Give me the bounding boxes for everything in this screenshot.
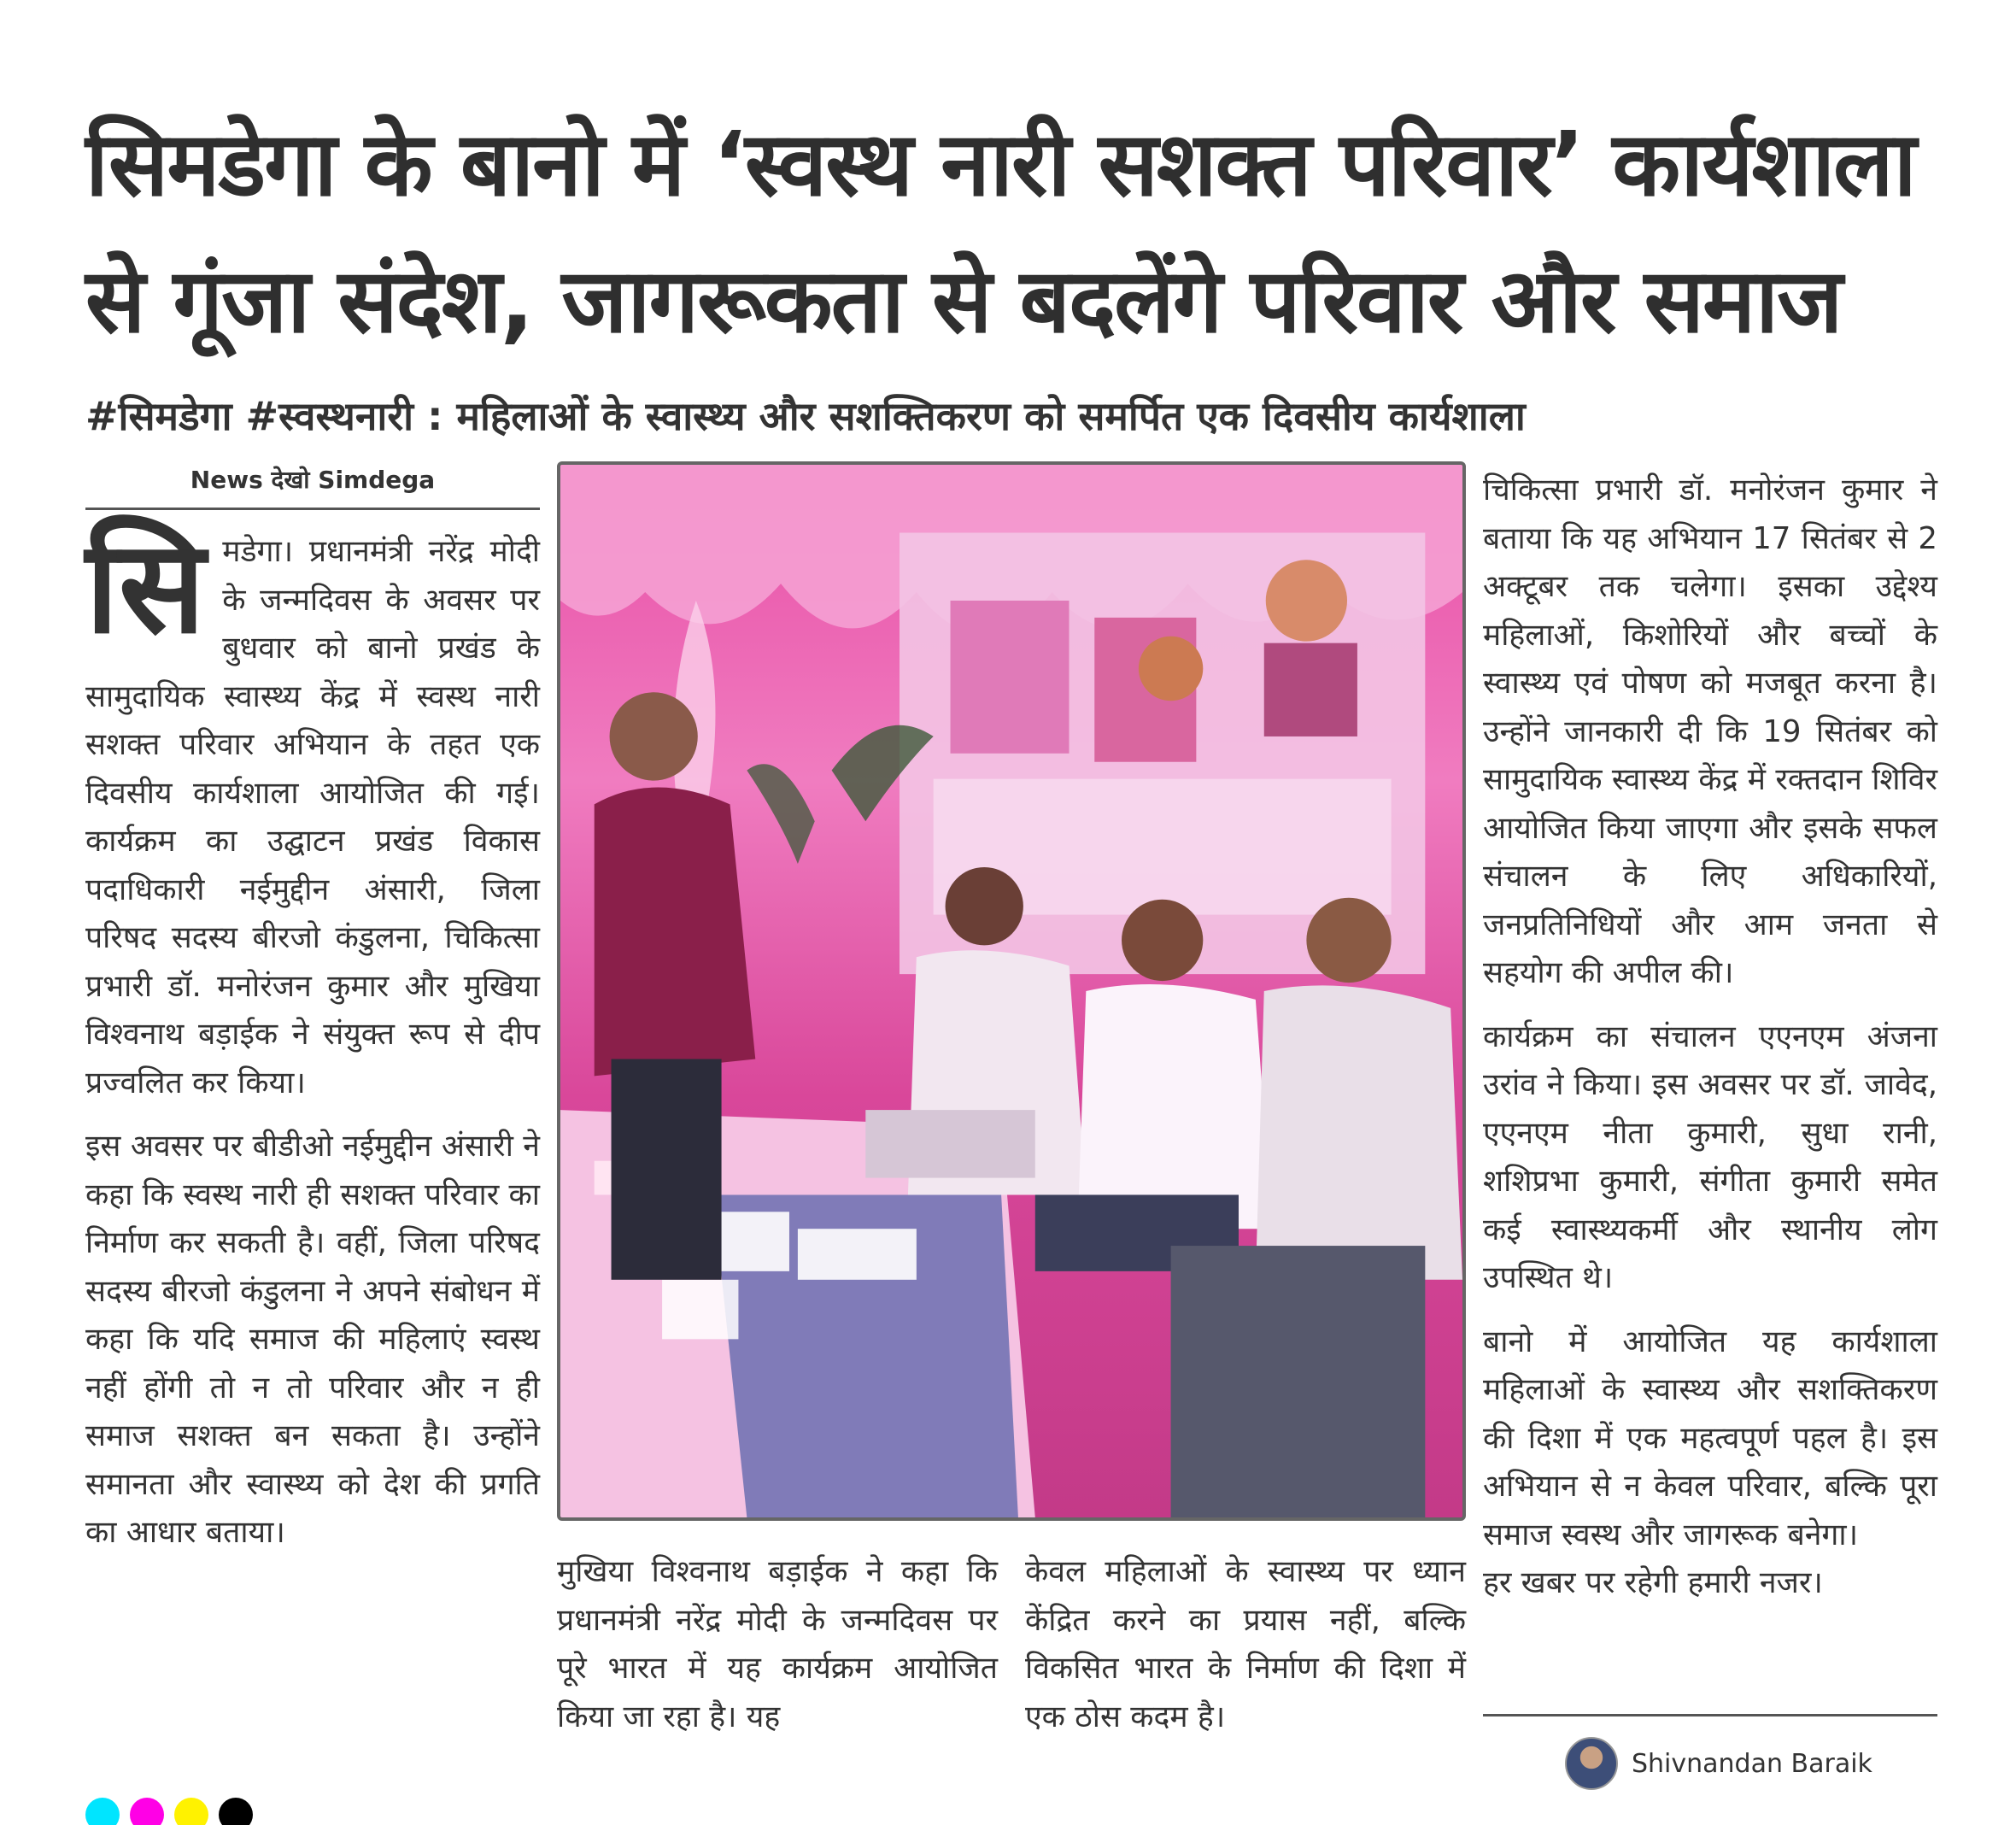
cyan-dot bbox=[85, 1798, 120, 1825]
article-paragraph-5 bbox=[1483, 1318, 1937, 1560]
avatar bbox=[1565, 1737, 1618, 1790]
dropcap: सि bbox=[85, 513, 206, 662]
author-credit bbox=[1565, 1736, 1872, 1791]
black-dot bbox=[219, 1798, 253, 1825]
article-paragraph-4: कार्यक्रम का संचालन एएनएम अंजना उरांव ने किया। इस अवसर पर डॉ. जावेद, एएनएम नीता कुमारी, सुधा रानी, शशिप्रभा कुमारी, संगीता कुमारी समेत कई स्वास्थ्यकर्मी और स्थानीय लोग उपस्थित थे। bbox=[1483, 1018, 1937, 1295]
headline-line-1: सिमडेगा के बानो में ‘स्वस्थ नारी सशक्त परिवार’ कार्यशाला bbox=[85, 112, 1915, 216]
paragraph-text: मडेगा। प्रधानमंत्री नरेंद्र मोदी के जन्मदिवस के अवसर पर बुधवार को बानो प्रखंड के सामुदायिक स्वास्थ्य केंद्र में स्वस्थ नारी सशक्त परिवार अभियान के तहत एक दिवसीय कार्यशाला आयोजित की गई। कार्यक्रम का उद्घाटन प्रखंड विकास पदाधिकारी नईमुद्दीन अंसारी, जिला परिषद सदस्य बीरजो कंडुलना, चिकित्सा प्रभारी डॉ. मनोरंजन कुमार और मुखिया विश्वनाथ बड़ाईक ने संयुक्त रूप से दीप प्रज्वलित कर किया। bbox=[85, 534, 540, 1100]
caption-left: मुखिया विश्वनाथ बड़ाईक ने कहा कि प्रधानमंत्री नरेंद्र मोदी के जन्मदिवस पर पूरे भारत में यह कार्यक्रम आयोजित किया जा रहा है। यह bbox=[557, 1554, 998, 1734]
event-photo bbox=[557, 461, 1466, 1521]
article-paragraph-1 bbox=[85, 513, 540, 1107]
headline bbox=[85, 96, 1948, 369]
end-rule bbox=[1483, 1714, 1937, 1716]
event-photo-illustration bbox=[560, 465, 1462, 1517]
article-left-column bbox=[85, 513, 540, 1573]
closing-line: हर खबर पर रहेगी हमारी नजर। bbox=[1483, 1565, 1823, 1600]
headline-line-2: से गूंजा संदेश, जागरूकता से बदलेंगे परिवार और समाज bbox=[85, 249, 1842, 353]
print-color-marks bbox=[85, 1798, 253, 1825]
subheadline: #सिमडेगा #स्वस्थनारी : महिलाओं के स्वास्थ्य और सशक्तिकरण को समर्पित एक दिवसीय कार्यशाला bbox=[85, 393, 1526, 439]
yellow-dot bbox=[174, 1798, 208, 1825]
article-paragraph-3: चिकित्सा प्रभारी डॉ. मनोरंजन कुमार ने बताया कि यह अभियान 17 सितंबर से 2 अक्टूबर तक चलेगा। इसका उद्देश्य महिलाओं, किशोरियों और बच्चों के स्वास्थ्य एवं पोषण को मजबूत करना है। उन्होंने जानकारी दी कि 19 सितंबर को सामुदायिक स्वास्थ्य केंद्र में रक्तदान शिविर आयोजित किया जाएगा और इसके सफल संचालन के लिए अधिकारियों, जनप्रतिनिधियों और आम जनता से सहयोग की अपील की। bbox=[1483, 472, 1937, 990]
author-name: Shivnandan Baraik bbox=[1632, 1748, 1872, 1779]
byline: News देखो Simdega bbox=[85, 463, 540, 510]
article-right-column bbox=[1483, 467, 1937, 1623]
paragraph-text: बानो में आयोजित यह कार्यशाला महिलाओं के स्वास्थ्य और सशक्तिकरण की दिशा में एक महत्वपूर्ण पहल है। इस अभियान से न केवल परिवार, बल्कि पूरा समाज स्वस्थ और जागरूक बनेगा। bbox=[1483, 1323, 1937, 1552]
article-paragraph-2: इस अवसर पर बीडीओ नईमुद्दीन अंसारी ने कहा कि स्वस्थ नारी ही सशक्त परिवार का निर्माण कर सकती है। वहीं, जिला परिषद सदस्य बीरजो कंडुलना ने अपने संबोधन में कहा कि यदि समाज की महिलाएं स्वस्थ नहीं होंगी तो न तो परिवार और न ही समाज सशक्त बन सकता है। उन्होंने समानता और स्वास्थ्य को देश की प्रगति का आधार बताया। bbox=[85, 1129, 540, 1550]
magenta-dot bbox=[130, 1798, 164, 1825]
caption-right: केवल महिलाओं के स्वास्थ्य पर ध्यान केंद्रित करने का प्रयास नहीं, बल्कि विकसित भारत के निर्माण की दिशा में एक ठोस कदम है। bbox=[1025, 1554, 1466, 1734]
